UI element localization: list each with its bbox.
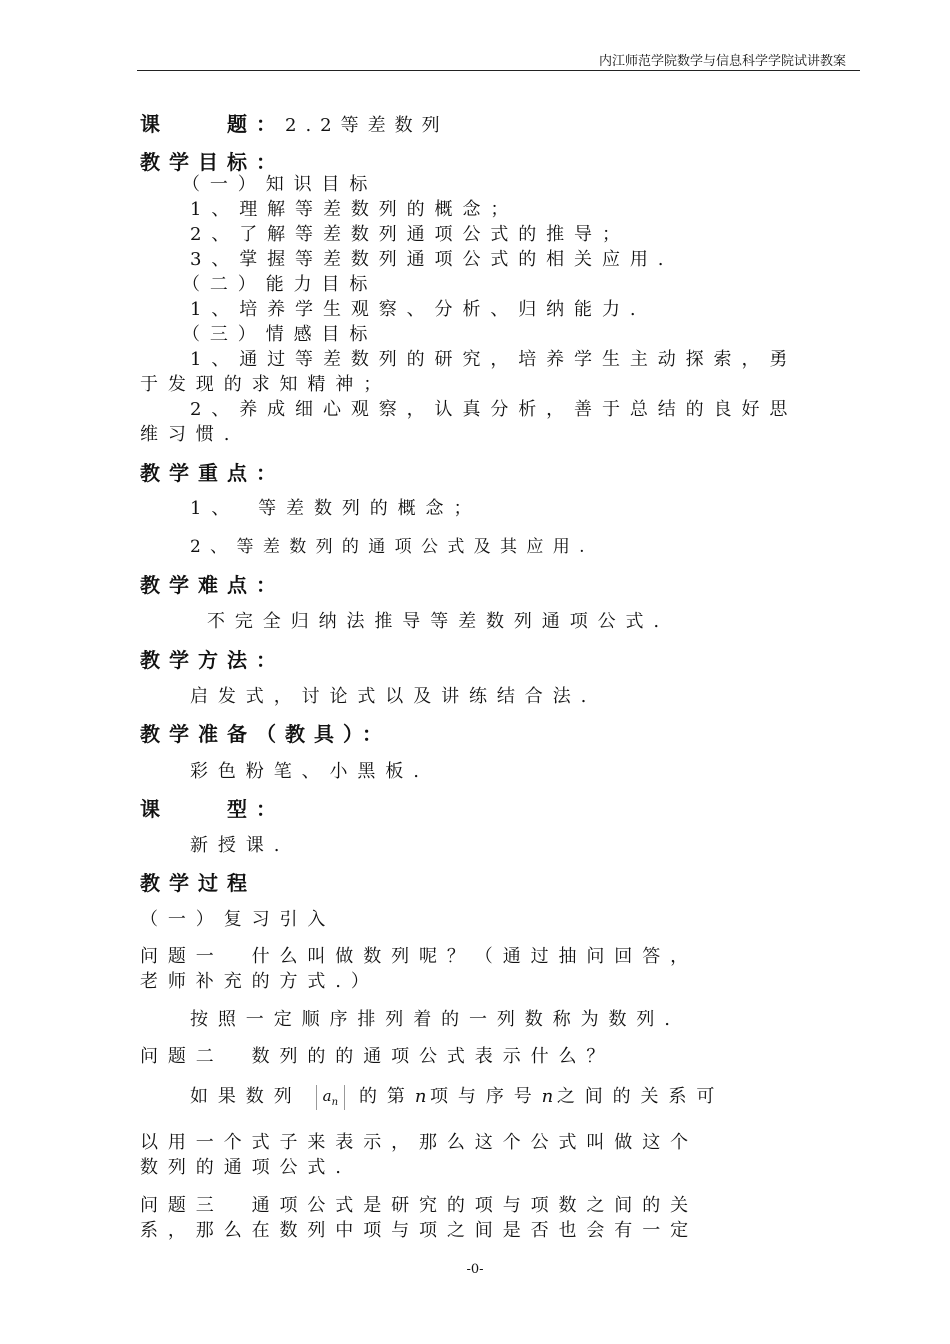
process-section-1: （一）复习引入	[140, 909, 336, 930]
variable-n-1: n	[414, 1086, 431, 1107]
knowledge-item-1: 1、理解等差数列的概念；	[190, 199, 519, 220]
answer-2-line-3: 数列的通项公式.	[140, 1157, 351, 1178]
key-points-title: 教学重点：	[140, 461, 285, 485]
question-3a: 问题三 通项公式是研究的项与项数之间的关	[140, 1195, 698, 1216]
emotion-item-1a: 1、通过等差数列的研究，培养学生主动探索，勇	[190, 349, 798, 370]
emotion-item-2a: 2、养成细心观察，认真分析，善于总结的良好思	[190, 399, 798, 420]
topic-label: 课 题：	[140, 112, 285, 136]
page-number: -0-	[466, 1262, 484, 1277]
ability-item-1: 1、培养学生观察、分析、归纳能力.	[190, 299, 646, 320]
answer-2-post: 之间的关系可	[556, 1086, 725, 1107]
ability-title: （二）能力目标	[182, 274, 378, 295]
emotion-item-1b: 于发现的求知精神；	[140, 374, 392, 395]
question-1b: 老师补充的方式.）	[140, 971, 379, 992]
method-title: 教学方法：	[140, 648, 285, 672]
header-title: 内江师范学院数学与信息科学学院试讲教案	[598, 54, 846, 69]
answer-2-line-2: 以用一个式子来表示，那么这个公式叫做这个	[140, 1132, 698, 1153]
variable-n-2: n	[541, 1086, 557, 1107]
difficulty-title: 教学难点：	[140, 573, 285, 597]
emotion-item-2b: 维习惯.	[140, 424, 240, 445]
difficulty-text: 不完全归纳法推导等差数列通项公式.	[207, 611, 670, 632]
topic-value: 2.2等差数列	[285, 115, 449, 136]
knowledge-item-2: 2、了解等差数列通项公式的推导；	[190, 224, 630, 245]
process-title: 教学过程	[140, 871, 256, 895]
type-title: 课 型：	[140, 797, 285, 821]
prep-title: 教学准备（教具）：	[140, 722, 391, 746]
goals-title: 教学目标：	[140, 150, 285, 174]
answer-1: 按照一定顺序排列着的一列数称为数列.	[190, 1009, 680, 1030]
prep-text: 彩色粉笔、小黑板.	[190, 761, 429, 782]
answer-2-mid: 的第	[359, 1086, 415, 1107]
knowledge-title: （一）知识目标	[182, 174, 378, 195]
sequence-symbol	[316, 1085, 345, 1110]
type-text: 新授课.	[190, 835, 290, 856]
answer-2-line-1	[190, 1082, 724, 1110]
key-point-1: 1、 等差数列的概念；	[190, 498, 482, 519]
emotion-title: （三）情感目标	[182, 324, 378, 345]
sequence-symbol-sub: n	[331, 1096, 339, 1108]
key-point-2: 2、等差数列的通项公式及其应用.	[190, 537, 594, 557]
question-1a: 问题一 什么叫做数列呢？（通过抽问回答，	[140, 946, 698, 967]
question-2: 问题二 数列的的通项公式表示什么？	[140, 1046, 615, 1067]
knowledge-item-3: 3、掌握等差数列通项公式的相关应用.	[190, 249, 674, 270]
sequence-symbol-a: a	[322, 1086, 332, 1105]
answer-2-pre: 如果数列	[190, 1086, 302, 1107]
answer-2-mid2: 项与序号	[430, 1086, 542, 1107]
question-3b: 系，那么在数列中项与项之间是否也会有一定	[140, 1220, 698, 1241]
header-divider	[137, 70, 860, 71]
topic-line	[140, 108, 449, 137]
method-text: 启发式，讨论式以及讲练结合法.	[190, 686, 597, 707]
